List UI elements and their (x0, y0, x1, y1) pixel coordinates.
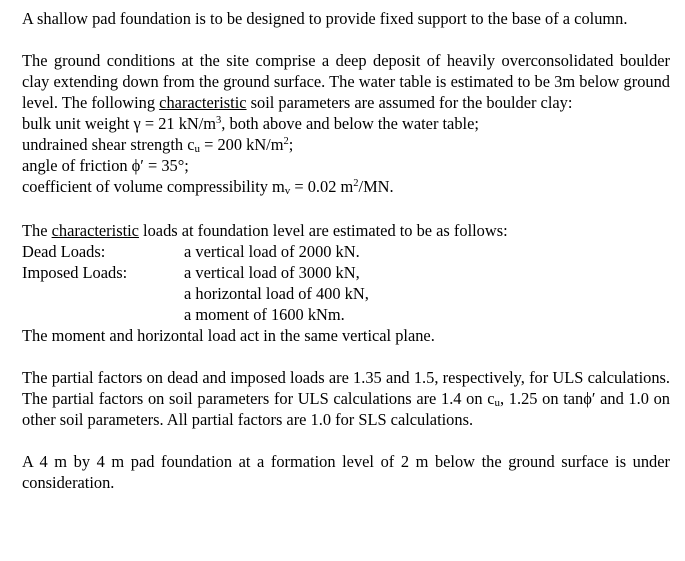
shear-sub: u (194, 143, 200, 155)
imposed-loads-moment: a moment of 1600 kNm. (184, 305, 345, 324)
shear-value: = 200 kN/m (200, 135, 284, 154)
characteristic-underline: characteristic (159, 93, 247, 112)
imposed-loads-label: Imposed Loads: (22, 263, 128, 282)
loads-closing (22, 325, 670, 346)
friction-text: angle of friction ϕ′ = 35°; (22, 156, 189, 175)
intro-text: A shallow pad foundation is to be designed to provide fixed support to the base of a column. (22, 9, 628, 28)
unit-weight-sup: 3 (216, 115, 222, 126)
dead-loads-row (22, 241, 670, 262)
friction-angle-line (22, 155, 670, 176)
compress-value: = 0.02 m (290, 177, 354, 196)
loads-text-a: The (22, 221, 52, 240)
loads-closing-text: The moment and horizontal load act in the same vertical plane. (22, 326, 435, 345)
partial-factors-sub: u (494, 397, 500, 409)
imposed-loads-row-3 (22, 304, 670, 325)
partial-factors-text-b: , 1.25 on tanϕ′ and 1.0 on other soil parameters. All partial factors are 1.0 for SLS calculations. (22, 389, 670, 429)
compress-sub: v (284, 185, 291, 197)
foundation-text: A 4 m by 4 m pad foundation at a formation level of 2 m below the ground surface is under consideration. (22, 452, 670, 492)
shear-sup: 2 (283, 136, 289, 147)
paragraph-foundation (22, 451, 670, 493)
characteristic-underline-2: characteristic (51, 221, 139, 240)
imposed-loads-vertical: a vertical load of 3000 kN, (184, 263, 360, 282)
imposed-loads-row-2 (22, 283, 670, 304)
loads-table (22, 241, 670, 325)
shear-tail: ; (288, 135, 294, 154)
paragraph-intro (22, 8, 670, 29)
paragraph-ground-conditions (22, 50, 670, 197)
empty-label-2 (22, 304, 184, 325)
dead-loads-value: a vertical load of 2000 kN. (184, 242, 360, 261)
ground-text-b: soil parameters are assumed for the boulder clay: (246, 93, 573, 112)
partial-factors-text-a: The partial factors on dead and imposed loads are 1.35 and 1.5, respectively, for ULS calculations. The partial factors on soil parameters for ULS calculations are 1.4 on c (22, 368, 670, 408)
compress-sup: 2 (353, 178, 359, 189)
paragraph-loads (22, 220, 670, 346)
ground-text-a: The ground conditions at the site comprise a deep deposit of heavily overconsolidated boulder clay extending down from the ground surface. The water table is estimated to be 3m below ground level. The following (22, 51, 670, 112)
imposed-loads-row (22, 262, 670, 283)
shear-text: undrained shear strength c (22, 135, 195, 154)
compressibility-line (22, 176, 670, 197)
document-body (22, 8, 670, 493)
paragraph-partial-factors (22, 367, 670, 430)
empty-label (22, 283, 184, 304)
ground-conditions-text (22, 50, 670, 113)
dead-loads-label: Dead Loads: (22, 242, 106, 261)
bulk-unit-weight-line (22, 113, 670, 134)
loads-intro (22, 220, 670, 241)
undrained-shear-line (22, 134, 670, 155)
imposed-loads-horizontal: a horizontal load of 400 kN, (184, 284, 369, 303)
unit-weight-tail: , both above and below the water table; (221, 114, 479, 133)
loads-text-b: loads at foundation level are estimated to be as follows: (138, 221, 508, 240)
compress-tail: /MN. (358, 177, 394, 196)
unit-weight-text: bulk unit weight γ = 21 kN/m (22, 114, 217, 133)
compress-text: coefficient of volume compressibility m (22, 177, 285, 196)
